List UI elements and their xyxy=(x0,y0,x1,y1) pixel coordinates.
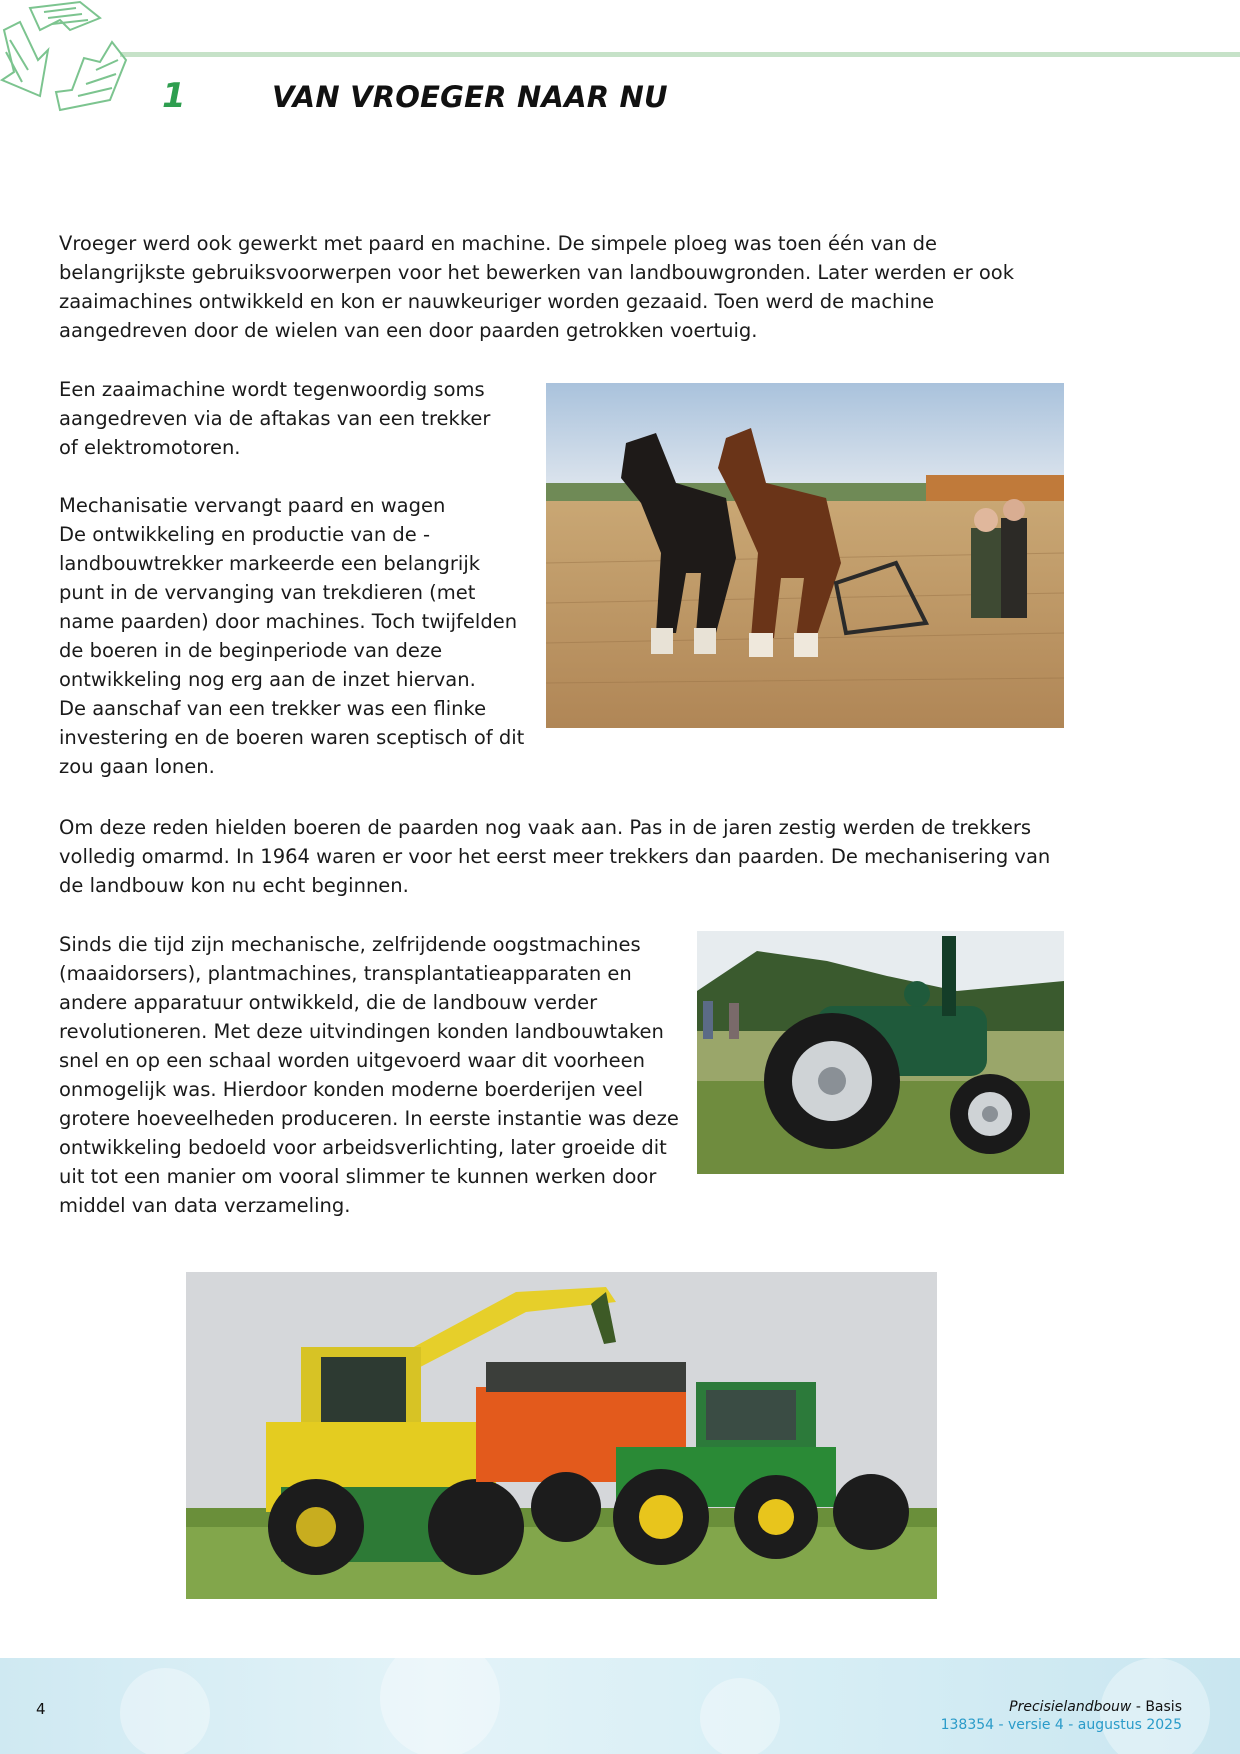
footer-title xyxy=(941,1698,1182,1716)
photo-horses-ploughing xyxy=(546,383,1064,728)
modern-machines-paragraph: Sinds die tijd zijn mechanische, zelfrijdende oogstmachines (maaidorsers), plantmachines, transplantatieapparaten en andere apparatuur ontwikkeld, die de landbouw verder revolutioneren. Met deze uitvindingen konden landbouwtaken snel en op een schaal worden uitgevoerd waar dit voorheen onmogelijk was. Hierdoor konden moderne boerderijen veel grotere hoeveelheden produceren. In eerste instantie was deze ontwikkeling bedoeld voor arbeidsverlichting, later groeide dit uit tot een manier om vooral slimmer te kunnen werken door middel van data verzameling. xyxy=(59,933,679,1217)
photo-vintage-tractor xyxy=(697,931,1064,1174)
footer-version: 138354 - versie 4 - augustus 2025 xyxy=(940,1717,1182,1733)
sixties-paragraph: Om deze reden hielden boeren de paarden nog vaak aan. Pas in de jaren zestig werden de trekkers volledig omarmd. In 1964 waren er voor het eerst meer trekkers dan paarden. De mechanisering van de landbouw kon nu echt beginnen. xyxy=(59,816,1051,897)
footer-info xyxy=(941,1698,1182,1734)
mechanisation-heading: Mechanisatie vervangt paard en wagen xyxy=(59,494,446,517)
recycle-arrows-icon xyxy=(0,0,140,120)
seeder-paragraph: Een zaaimachine wordt tegenwoordig soms aangedreven via de aftakas van een trekker of elektromotoren. xyxy=(59,378,491,459)
mechanisation-paragraph: De ontwikkeling en productie van de - landbouwtrekker markeerde een belangrijk punt in de vervanging van trekdieren (met name paarden) door machines. Toch twijfelden de boeren in de beginperiode van deze ontwikkeling nog erg aan de inzet hiervan. De aanschaf van een trekker was een flinke investering en de boeren waren sceptisch of dit zou gaan lonen. xyxy=(59,523,525,778)
book-title: Precisielandbouw xyxy=(1009,1699,1132,1715)
photo-forage-harvester xyxy=(186,1272,937,1599)
book-suffix: - Basis xyxy=(1131,1699,1182,1715)
chapter-number: 1 xyxy=(162,76,186,116)
intro-paragraph: Vroeger werd ook gewerkt met paard en machine. De simpele ploeg was toen één van de belangrijkste gebruiksvoorwerpen voor het bewerken van landbouwgronden. Later werden er ook zaaimachines ontwikkeld en kon er nauwkeuriger worden gezaaid. Toen werd de machine aangedreven door de wielen van een door paarden getrokken voertuig. xyxy=(59,232,1014,342)
header-rule xyxy=(120,52,1240,57)
chapter-title: VAN VROEGER NAAR NU xyxy=(272,80,668,114)
page-number: 4 xyxy=(36,1700,46,1718)
